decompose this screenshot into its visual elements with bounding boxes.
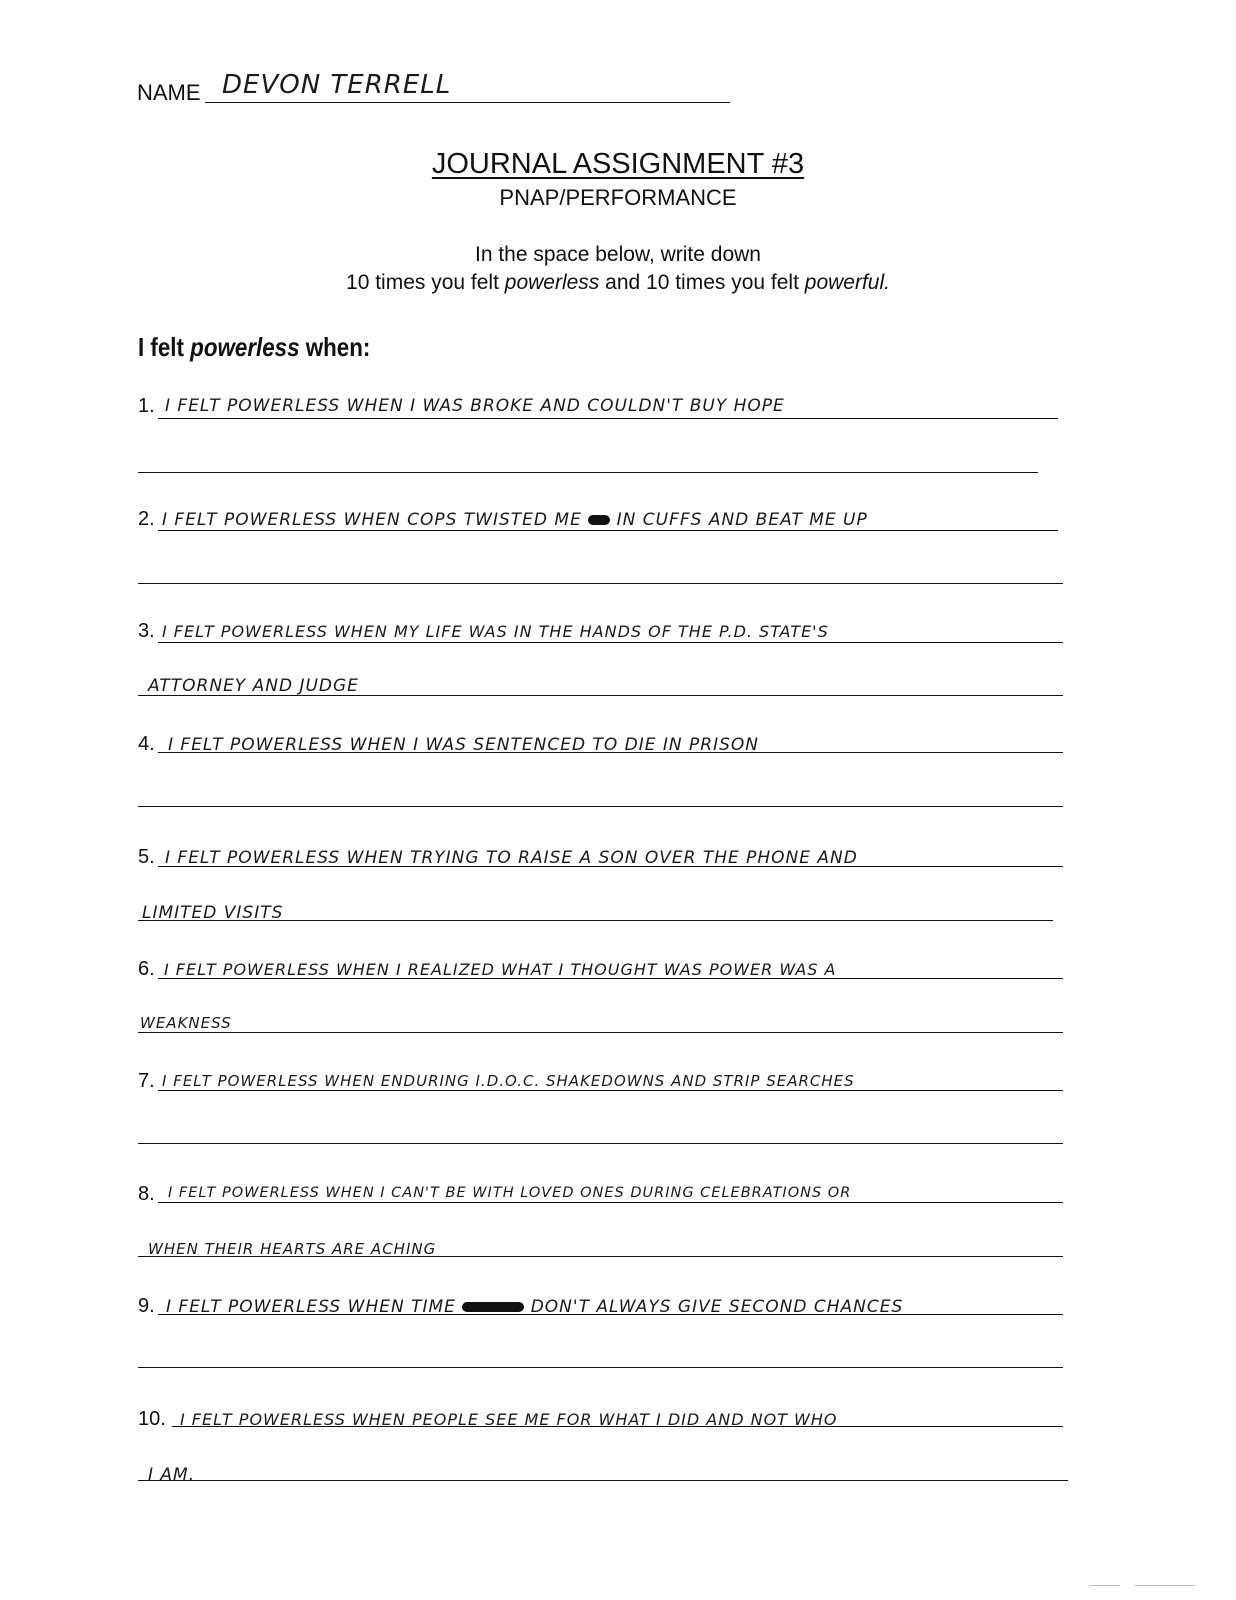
answer-line — [158, 978, 1063, 979]
entry-answer: I FELT POWERLESS WHEN PEOPLE SEE ME FOR WHAT I DID AND NOT WHO — [180, 1410, 838, 1429]
scan-mark — [1135, 1585, 1195, 1586]
page-subtitle: PNAP/PERFORMANCE — [499, 185, 737, 210]
answer-line — [158, 866, 1063, 867]
entry-answer-part: IN CUFFS AND BEAT ME UP — [616, 510, 868, 530]
instruction-powerless: powerless — [504, 271, 600, 294]
name-label: NAME — [137, 80, 201, 105]
entry-number: 6. — [138, 958, 155, 980]
section-heading — [138, 332, 370, 363]
entry-answer-part: I FELT POWERLESS WHEN TIME — [166, 1297, 456, 1317]
entry-number: 9. — [138, 1295, 155, 1317]
entry-answer-part: DON'T ALWAYS GIVE SECOND CHANCES — [530, 1297, 904, 1317]
entry-answer: I FELT POWERLESS WHEN MY LIFE WAS IN THE HANDS OF THE P.D. STATE'S — [162, 622, 829, 641]
name-value: DEVON TERRELL — [222, 70, 452, 100]
answer-line — [158, 418, 1058, 419]
entry-answer: I FELT POWERLESS WHEN I WAS BROKE AND COULDN'T BUY HOPE — [165, 396, 785, 416]
instruction-text-c: and 10 times you felt — [599, 271, 805, 294]
answer-line — [138, 583, 1063, 584]
entry-answer: I FELT POWERLESS WHEN ENDURING I.D.O.C. SHAKEDOWNS AND STRIP SEARCHES — [162, 1072, 855, 1090]
entry-number: 1. — [138, 395, 155, 417]
answer-line — [138, 806, 1063, 807]
answer-line — [158, 1090, 1063, 1091]
entry-number: 8. — [138, 1183, 155, 1205]
answer-line — [158, 642, 1063, 643]
answer-line — [138, 695, 1063, 696]
section-heading-b: powerless — [190, 332, 300, 362]
section-heading-a: I felt — [138, 332, 191, 362]
section-heading-c: when: — [299, 332, 371, 362]
instruction-powerful: powerful. — [804, 271, 890, 294]
entry-number: 5. — [138, 846, 155, 868]
entry-number: 4. — [138, 733, 155, 755]
instruction-line-2 — [0, 271, 1236, 295]
entry-answer-continued: I AM. — [148, 1465, 196, 1485]
entry-answer-part: I FELT POWERLESS WHEN COPS TWISTED ME — [162, 510, 582, 530]
answer-line — [138, 1032, 1063, 1033]
entry-answer-continued: WHEN THEIR HEARTS ARE ACHING — [148, 1240, 437, 1258]
entry-number: 2. — [138, 508, 155, 530]
instruction-line-1: In the space below, write down — [474, 243, 761, 266]
entry-number: 10. — [138, 1408, 166, 1430]
answer-line — [138, 1143, 1063, 1144]
answer-line — [158, 1314, 1063, 1315]
name-underline — [205, 102, 730, 103]
entry-answer: I FELT POWERLESS WHEN I CAN'T BE WITH LOVED ONES DURING CELEBRATIONS OR — [168, 1185, 852, 1201]
entry-answer-continued: WEAKNESS — [140, 1014, 232, 1032]
entry-answer-continued: ATTORNEY AND JUDGE — [148, 676, 359, 696]
answer-line — [138, 920, 1053, 921]
entry-answer — [162, 510, 868, 530]
answer-line — [172, 1426, 1063, 1427]
page-title: JOURNAL ASSIGNMENT #3 — [431, 148, 805, 180]
entry-answer: I FELT POWERLESS WHEN I REALIZED WHAT I THOUGHT WAS POWER WAS A — [164, 960, 837, 979]
entry-answer-continued: LIMITED VISITS — [142, 903, 284, 923]
answer-line — [138, 472, 1038, 473]
answer-line — [138, 1480, 1068, 1481]
scan-mark — [1090, 1585, 1120, 1586]
answer-line — [138, 1256, 1063, 1257]
scribble-out-mark — [588, 515, 610, 525]
entry-number: 7. — [138, 1070, 155, 1092]
instruction-text-a: 10 times you felt — [346, 271, 505, 294]
answer-line — [158, 1202, 1063, 1203]
entry-answer: I FELT POWERLESS WHEN TRYING TO RAISE A SON OVER THE PHONE AND — [165, 848, 858, 868]
answer-line — [158, 530, 1058, 531]
answer-line — [158, 752, 1063, 753]
scribble-out-mark — [462, 1302, 524, 1312]
entry-number: 3. — [138, 620, 155, 642]
answer-line — [138, 1367, 1063, 1368]
entry-answer: I FELT POWERLESS WHEN I WAS SENTENCED TO DIE IN PRISON — [168, 735, 760, 755]
